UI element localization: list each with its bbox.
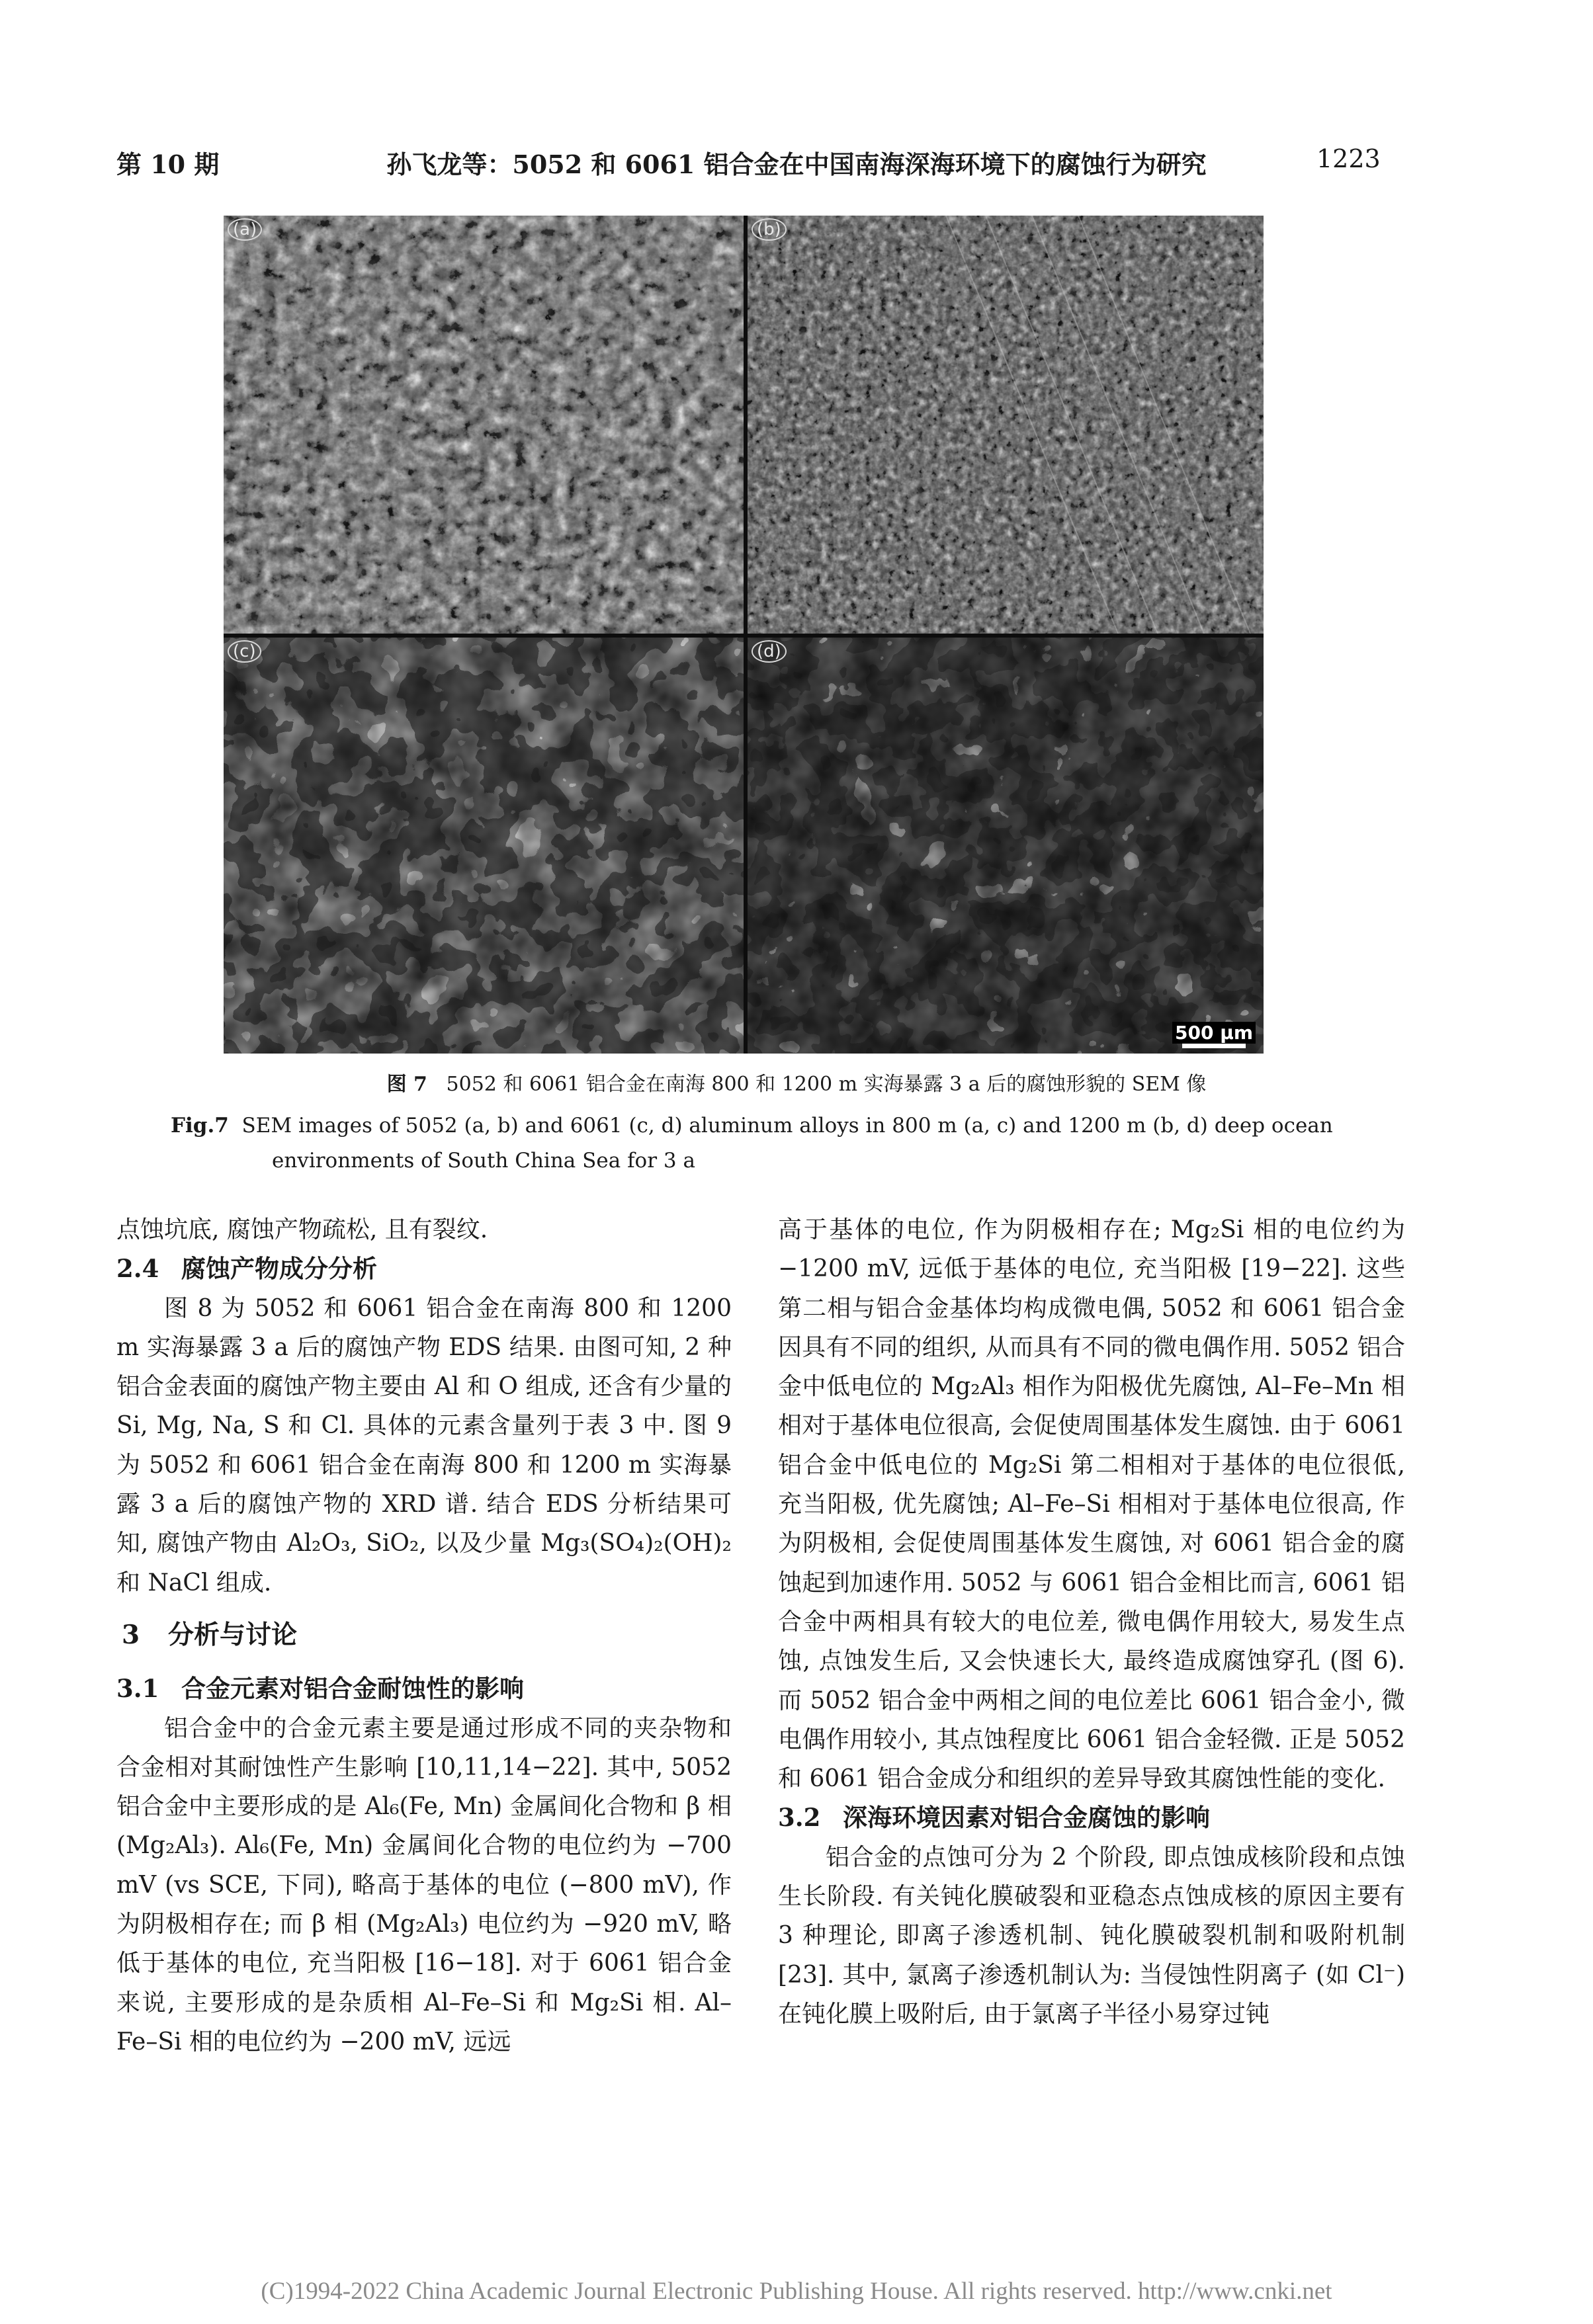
figure-caption-en-line2: environments of South China Sea for 3 a — [272, 1149, 695, 1173]
running-header-issue: 第 10 期 — [116, 149, 220, 179]
paragraph: 铝合金的点蚀可分为 2 个阶段, 即点蚀成核阶段和点蚀生长阶段. 有关钝化膜破裂和亚稳态点蚀成核的原因主要有 3 种理论, 即离子渗透机制、钝化膜破裂机制和吸附机制 [23]. 其中, 氯离子渗透机制认为: 当侵蚀性阴离子 (如 Cl⁻) 在钝化膜上吸附后, 由于氯离子半径小易穿过钝 — [778, 1843, 1405, 2028]
paragraph: 高于基体的电位, 作为阴极相存在; Mg₂Si 相的电位约为 −1200 mV, 远低于基体的电位, 充当阳极 [19−22]. 这些第二相与铝合金基体均构成微电偶, 5052 和 6061 铝合金因具有不同的组织, 从而具有不同的微电偶作用. 5052 铝合金中低电位的 Mg₂Al₃ 相作为阳极优先腐蚀, Al–Fe–Mn 相相对于基体电位很高, 会促使周围基体发生腐蚀. 由于 6061 铝合金中低电位的 Mg₂Si 第二相相对于基体的电位很低, 充当阳极, 优先腐蚀; Al–Fe–Si 相相对于基体电位很高, 作为阴极相, 会促使周围基体发生腐蚀, 对 6061 铝合金的腐蚀起到加速作用. 5052 与 6061 铝合金相比而言, 6061 铝合金中两相具有较大的电位差, 微电偶作用较大, 易发生点蚀, 点蚀发生后, 又会快速长大, 最终造成腐蚀穿孔 (图 6). 而 5052 铝合金中两相之间的电位差比 6061 铝合金小, 微电偶作用较小, 其点蚀程度比 6061 铝合金轻微. 正是 5052 和 6061 铝合金成分和组织的差异导致其腐蚀性能的变化. — [778, 1216, 1405, 1793]
section-heading-2-4: 2.4 腐蚀产物成分分析 — [116, 1254, 377, 1284]
panel-label-a: (a) — [228, 218, 262, 241]
figure-caption-en — [171, 1108, 1381, 1179]
copyright-footer: (C)1994-2022 China Academic Journal Electronic Publishing House. All rights reserved. http://www.cnki.net — [261, 2278, 1332, 2305]
figure-caption-cn — [0, 1067, 1593, 1097]
sem-panel-c — [224, 638, 744, 1054]
page-number: 1223 — [1316, 144, 1381, 173]
sem-panel-a — [224, 216, 744, 634]
figure-caption-cn-label: 图 7 — [386, 1073, 427, 1096]
scale-bar — [1172, 1022, 1256, 1048]
panel-label-d: (d) — [752, 640, 787, 663]
section-heading-3: 3 分析与讨论 — [122, 1619, 298, 1650]
sem-panel-b — [748, 216, 1264, 634]
sem-panel-d — [748, 638, 1264, 1054]
paragraph: 图 8 为 5052 和 6061 铝合金在南海 800 和 1200 m 实海暴露 3 a 后的腐蚀产物 EDS 结果. 由图可知, 2 种铝合金表面的腐蚀产物主要由 Al 和 O 组成, 还含有少量的 Si, Mg, Na, S 和 Cl. 具体的元素含量列于表 3 中. 图 9 为 5052 和 6061 铝合金在南海 800 和 1200 m 实海暴露 3 a 后的腐蚀产物的 XRD 谱. 结合 EDS 分析结果可知, 腐蚀产物由 Al₂O₃, SiO₂, 以及少量 Mg₃(SO₄)₂(OH)₂ 和 NaCl 组成. — [116, 1294, 732, 1597]
right-column — [778, 1210, 1405, 2034]
panel-label-c: (c) — [228, 640, 261, 663]
panel-label-b: (b) — [752, 218, 787, 241]
paragraph: 铝合金中的合金元素主要是通过形成不同的夹杂物和合金相对其耐蚀性产生影响 [10,11,14−22]. 其中, 5052 铝合金中主要形成的是 Al₆(Fe, Mn) 金属间化合物和 β 相 (Mg₂Al₃). Al₆(Fe, Mn) 金属间化合物的电位约为 −700 mV (vs SCE, 下同), 略高于基体的电位 (−800 mV), 作为阴极相存在; 而 β 相 (Mg₂Al₃) 电位约为 −920 mV, 略低于基体的电位, 充当阳极 [16−18]. 对于 6061 铝合金来说, 主要形成的是杂质相 Al–Fe–Si 和 Mg₂Si 相. Al–Fe–Si 相的电位约为 −200 mV, 远远 — [116, 1714, 732, 2055]
running-header-title: 孙飞龙等：5052 和 6061 铝合金在中国南海深海环境下的腐蚀行为研究 — [386, 149, 1207, 179]
section-heading-3-2: 3.2 深海环境因素对铝合金腐蚀的影响 — [778, 1803, 1210, 1833]
scale-bar-label: 500 μm — [1172, 1022, 1256, 1044]
figure-caption-en-line1: SEM images of 5052 (a, b) and 6061 (c, d) aluminum alloys in 800 m (a, c) and 1200 m (b, d) deep ocean — [241, 1114, 1333, 1138]
sem-figure — [224, 216, 1264, 1054]
paragraph: 点蚀坑底, 腐蚀产物疏松, 且有裂纹. — [116, 1216, 488, 1243]
section-heading-3-1: 3.1 合金元素对铝合金耐蚀性的影响 — [116, 1674, 524, 1704]
scale-bar-line — [1182, 1044, 1246, 1048]
left-column — [116, 1210, 732, 2061]
figure-caption-cn-text: 5052 和 6061 铝合金在南海 800 和 1200 m 实海暴露 3 a 后的腐蚀形貌的 SEM 像 — [446, 1073, 1207, 1096]
figure-caption-en-label: Fig.7 — [171, 1114, 229, 1138]
